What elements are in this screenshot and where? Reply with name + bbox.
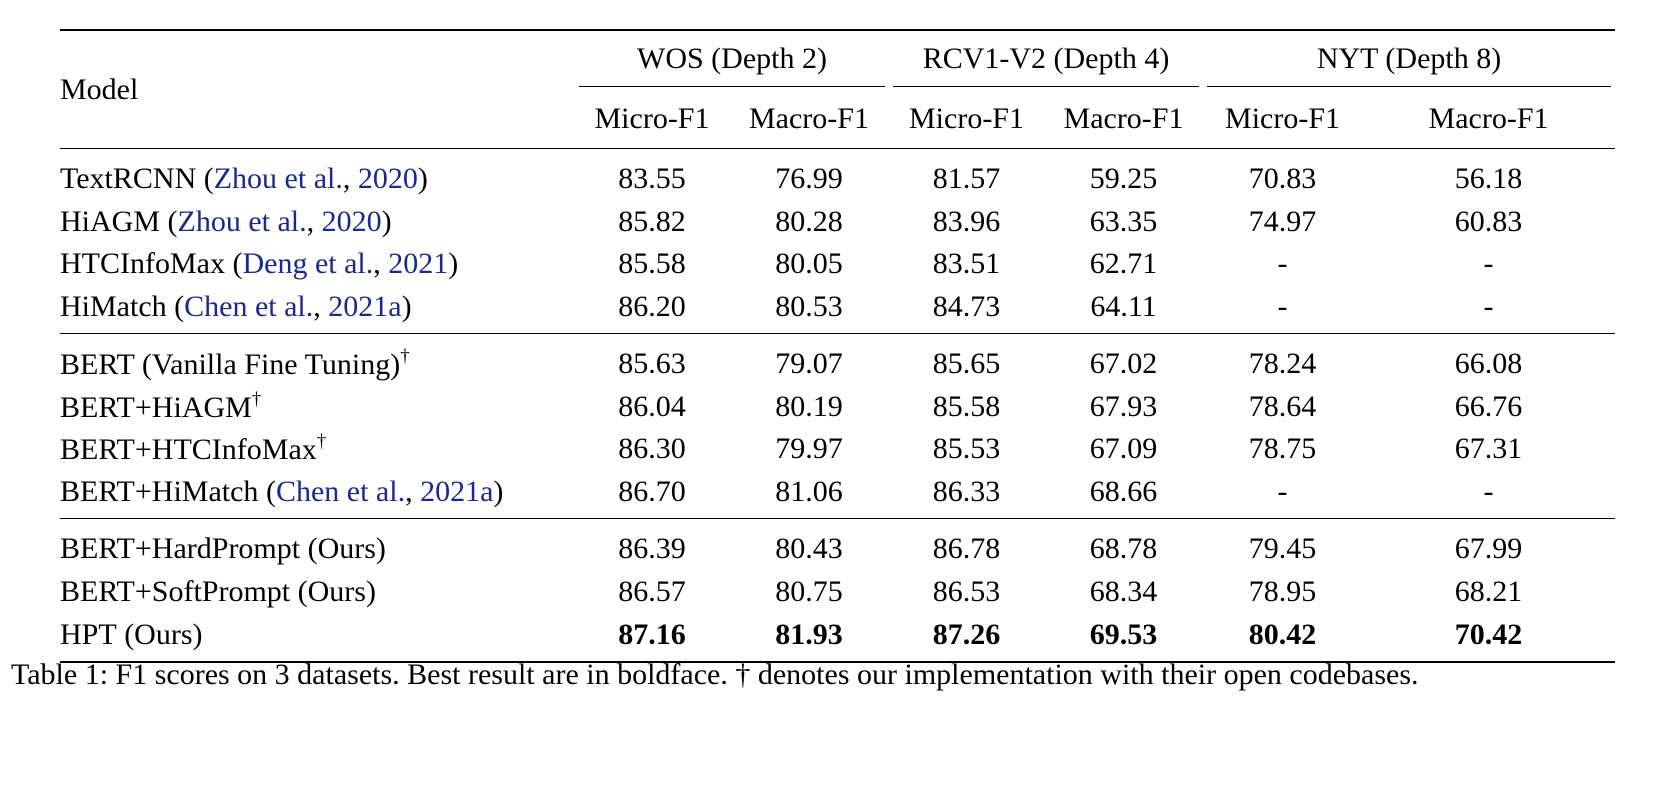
score-cell: 59.25	[1089, 162, 1158, 195]
score-cell: 68.34	[1089, 575, 1158, 608]
table-row	[60, 519, 1615, 572]
score-cell: 80.43	[775, 532, 843, 565]
citation-open: (	[258, 475, 276, 508]
score-cell: -	[1277, 247, 1288, 280]
score-cell: 66.76	[1454, 390, 1523, 423]
score-cell: 86.30	[618, 432, 686, 465]
model-name: BERT+HardPrompt (Ours)	[60, 532, 386, 565]
score-cell: 68.66	[1089, 475, 1158, 508]
score-cell: 86.20	[618, 290, 686, 323]
group-header-wos: WOS (Depth 2)	[575, 30, 889, 90]
model-name-cell	[60, 149, 575, 202]
table-row	[60, 386, 1615, 428]
citation-separator: ,	[313, 290, 329, 323]
metric-header: Micro-F1	[909, 102, 1024, 135]
score-cell: 76.99	[775, 162, 843, 195]
score-cell: 68.21	[1454, 575, 1523, 608]
score-cell: 86.04	[618, 390, 686, 423]
table-row	[60, 201, 1615, 243]
score-cell: 78.95	[1248, 575, 1317, 608]
group-header-rcv1: RCV1-V2 (Depth 4)	[889, 30, 1203, 90]
header-row-groups	[60, 30, 1615, 90]
metric-header: Macro-F1	[1428, 102, 1549, 135]
dagger-mark: †	[251, 389, 262, 410]
score-cell: 85.82	[618, 205, 686, 238]
score-cell: 86.33	[932, 475, 1001, 508]
model-name: BERT+HiAGM	[60, 391, 252, 424]
score-cell: 81.57	[932, 162, 1001, 195]
model-name: TextRCNN	[60, 162, 197, 195]
citation-year-link: 2021a	[328, 290, 402, 323]
score-cell: 87.26	[932, 618, 1001, 651]
citation-open: (	[166, 290, 185, 323]
dagger-mark: †	[400, 346, 410, 367]
score-cell: 85.58	[618, 247, 686, 280]
score-cell: 62.71	[1089, 247, 1158, 280]
table-row	[60, 428, 1615, 470]
table-row	[60, 334, 1615, 387]
model-name-cell	[60, 285, 575, 334]
citation-open: (	[224, 247, 243, 280]
model-name-smallcaps: PT	[81, 618, 117, 651]
citation-author-link: Deng et al.	[242, 247, 374, 280]
score-cell: 66.08	[1454, 347, 1523, 380]
score-cell: 67.09	[1089, 432, 1158, 465]
model-name-cell	[60, 243, 575, 285]
citation-author-link: Chen et al.	[275, 475, 406, 508]
score-cell: 86.70	[618, 475, 686, 508]
model-column-header: Model	[60, 72, 139, 106]
score-cell: 85.65	[932, 347, 1001, 380]
metric-header: Micro-F1	[1225, 102, 1341, 135]
citation-separator: ,	[306, 205, 322, 238]
table-caption: Table 1: F1 scores on 3 datasets. Best result are in boldface. † denotes our implementation with their open codebases.	[11, 658, 1419, 691]
results-table-container	[60, 29, 1615, 663]
model-name: BERT+HTCInfoMax	[60, 433, 317, 466]
score-cell: 67.02	[1089, 347, 1158, 380]
table-row	[60, 243, 1615, 285]
metric-header: Macro-F1	[749, 102, 869, 135]
score-cell: 83.55	[618, 162, 686, 195]
score-cell: 83.96	[932, 205, 1001, 238]
metric-header: Macro-F1	[1063, 102, 1184, 135]
score-cell: 78.64	[1248, 390, 1317, 423]
table-row	[60, 571, 1615, 613]
score-cell: 86.53	[932, 575, 1001, 608]
score-cell: 68.78	[1089, 532, 1158, 565]
model-name: HiAGM	[60, 205, 161, 238]
score-cell: 84.73	[932, 290, 1001, 323]
score-cell: 80.05	[775, 247, 843, 280]
model-name-cell	[60, 386, 575, 428]
model-name-cell	[60, 334, 575, 387]
score-cell: 79.97	[775, 432, 843, 465]
citation-close: )	[493, 475, 504, 508]
results-table-body	[60, 149, 1615, 663]
score-cell: 79.45	[1248, 532, 1317, 565]
score-cell: -	[1277, 290, 1288, 323]
score-cell: -	[1483, 247, 1494, 280]
model-name: HTCInfoMax	[60, 247, 225, 280]
model-name: HiMatch	[60, 290, 167, 323]
citation-separator: ,	[405, 475, 421, 508]
citation-year-link: 2021a	[420, 475, 494, 508]
group-header-nyt: NYT (Depth 8)	[1203, 30, 1615, 90]
results-table	[60, 29, 1615, 663]
score-cell: -	[1483, 290, 1494, 323]
score-cell: 86.78	[932, 532, 1001, 565]
table-row	[60, 285, 1615, 334]
model-name-cell	[60, 519, 575, 572]
citation-year-link: 2020	[321, 205, 382, 238]
dagger-mark: †	[316, 431, 327, 452]
score-cell: 63.35	[1089, 205, 1158, 238]
score-cell: 81.93	[775, 618, 843, 651]
model-name: BERT+SoftPrompt (Ours)	[60, 575, 376, 608]
score-cell: 81.06	[775, 475, 843, 508]
score-cell: 70.42	[1454, 618, 1523, 651]
score-cell: 86.57	[618, 575, 686, 608]
score-cell: 70.83	[1248, 162, 1317, 195]
score-cell: 80.53	[775, 290, 843, 323]
model-name-suffix: (Ours)	[116, 618, 203, 651]
citation-close: )	[448, 247, 459, 280]
citation-author-link: Chen et al.	[184, 290, 314, 323]
score-cell: 56.18	[1454, 162, 1523, 195]
citation-separator: ,	[342, 162, 358, 195]
score-cell: 87.16	[618, 618, 686, 651]
model-name-cell	[60, 571, 575, 613]
citation-open: (	[196, 162, 214, 195]
table-row	[60, 470, 1615, 519]
score-cell: 80.42	[1248, 618, 1317, 651]
score-cell: 80.75	[775, 575, 843, 608]
score-cell: 85.58	[932, 390, 1001, 423]
score-cell: 85.53	[932, 432, 1001, 465]
citation-year-link: 2020	[357, 162, 418, 195]
score-cell: 78.75	[1248, 432, 1317, 465]
citation-author-link: Zhou et al.	[213, 162, 343, 195]
citation-open: (	[160, 205, 178, 238]
citation-separator: ,	[373, 247, 389, 280]
score-cell: 85.63	[618, 347, 686, 380]
model-name-cell	[60, 428, 575, 470]
model-name: BERT+HiMatch	[60, 475, 259, 508]
score-cell: 64.11	[1090, 290, 1157, 323]
score-cell: 74.97	[1248, 205, 1317, 238]
metric-header: Micro-F1	[594, 102, 710, 135]
score-cell: 69.53	[1089, 618, 1158, 651]
model-name: H	[60, 618, 82, 651]
model-name-cell	[60, 201, 575, 243]
model-name: BERT (Vanilla Fine Tuning)	[60, 348, 401, 381]
citation-author-link: Zhou et al.	[177, 205, 307, 238]
score-cell: 79.07	[775, 347, 843, 380]
score-cell: 80.19	[775, 390, 843, 423]
model-name-cell	[60, 470, 575, 519]
score-cell: 86.39	[618, 532, 686, 565]
score-cell: -	[1483, 475, 1494, 508]
citation-close: )	[401, 290, 412, 323]
score-cell: 60.83	[1454, 205, 1523, 238]
citation-year-link: 2021	[388, 247, 449, 280]
score-cell: 67.99	[1454, 532, 1523, 565]
score-cell: -	[1277, 475, 1288, 508]
citation-close: )	[381, 205, 392, 238]
score-cell: 67.31	[1454, 432, 1523, 465]
score-cell: 83.51	[932, 247, 1001, 280]
score-cell: 80.28	[775, 205, 843, 238]
table-row	[60, 149, 1615, 202]
score-cell: 78.24	[1248, 347, 1317, 380]
score-cell: 67.93	[1089, 390, 1158, 423]
citation-close: )	[417, 162, 428, 195]
